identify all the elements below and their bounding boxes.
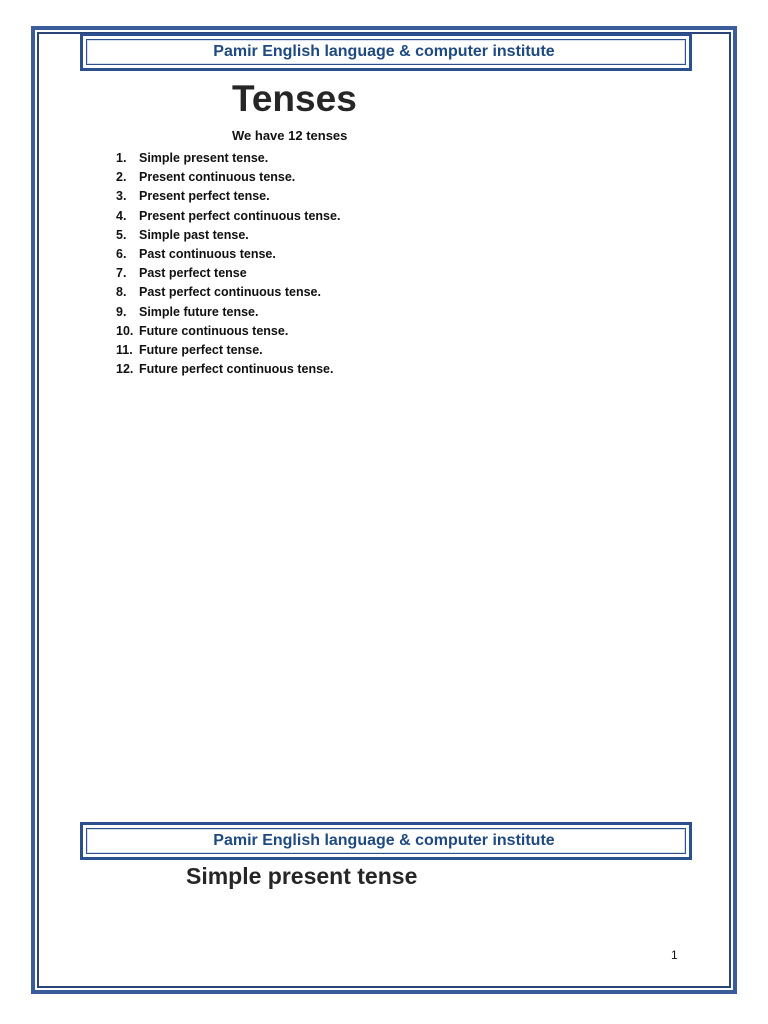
item-label: Present perfect tense. [139,189,270,204]
list-item [116,187,340,206]
list-item [116,303,340,322]
list-item [116,245,340,264]
institute-name: Pamir English language & computer institute [213,43,555,60]
page-title: Tenses [232,78,357,119]
top-header-banner [80,33,692,71]
item-number: 3. [116,189,127,204]
item-label: Past perfect tense [139,266,247,281]
list-item [116,168,340,187]
item-label: Simple future tense. [139,304,259,319]
item-number: 2. [116,170,127,185]
item-label: Simple present tense. [139,151,269,165]
item-label: Future perfect tense. [139,342,263,357]
list-item [116,149,340,168]
item-label: Present continuous tense. [139,170,296,185]
item-number: 6. [116,246,127,261]
list-item [116,283,340,302]
item-number: 7. [116,266,127,281]
list-item [116,341,340,360]
item-label: Future continuous tense. [139,323,289,338]
item-label: Future perfect continuous tense. [139,362,334,377]
page-number: 1 [671,948,678,962]
item-number: 11. [116,342,133,357]
item-number: 1. [116,151,127,165]
item-number: 9. [116,304,127,319]
list-item [116,360,340,379]
item-label: Simple past tense. [139,227,249,242]
item-label: Past perfect continuous tense. [139,285,321,300]
list-item [116,207,340,226]
section-heading: Simple present tense [186,863,418,889]
item-label: Past continuous tense. [139,246,276,261]
item-number: 12. [116,362,134,377]
list-item [116,226,340,245]
subtitle: We have 12 tenses [232,128,348,143]
item-number: 8. [116,285,127,300]
item-number: 4. [116,208,127,223]
item-label: Present perfect continuous tense. [139,208,341,223]
list-item [116,322,340,341]
item-number: 10. [116,323,134,338]
bottom-header-banner [80,822,692,860]
item-number: 5. [116,227,127,242]
institute-name: Pamir English language & computer institute [213,832,555,849]
list-item [116,264,340,283]
tense-list [116,149,340,379]
